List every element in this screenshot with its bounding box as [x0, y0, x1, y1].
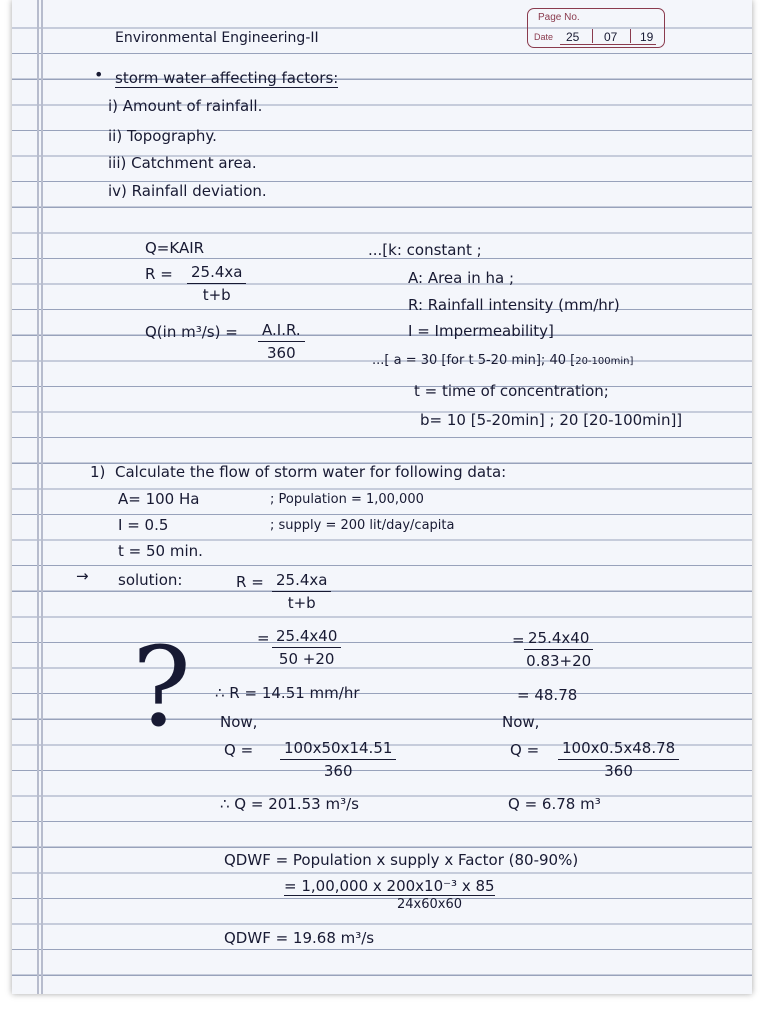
- right-r-result: = 48.78: [517, 686, 578, 704]
- solution-label: solution:: [118, 571, 183, 589]
- legend-line: t = time of concentration;: [414, 382, 609, 400]
- data-impermeability: I = 0.5: [118, 516, 169, 534]
- factors-heading: storm water affecting factors:: [115, 69, 339, 87]
- data-supply: ; supply = 200 lit/day/capita: [270, 518, 455, 533]
- data-time: t = 50 min.: [118, 542, 203, 560]
- left-q-numerator: 100x50x14.51: [280, 740, 396, 760]
- data-area: A= 100 Ha: [118, 490, 200, 508]
- left-step-equals: =: [257, 629, 270, 647]
- dwf-result: QDWF = 19.68 m³/s: [224, 929, 375, 947]
- margin-line-outer: [37, 0, 39, 994]
- solution-r-fraction: [272, 572, 331, 611]
- left-now: Now,: [220, 713, 258, 731]
- left-q-denominator: 360: [323, 761, 353, 780]
- left-step-fraction: [272, 628, 341, 667]
- date-separator: [592, 29, 593, 43]
- factor-item: i) Amount of rainfall.: [108, 97, 263, 115]
- date-separator: [630, 29, 631, 43]
- factor-item: ii) Topography.: [108, 127, 217, 145]
- solution-r-lhs: R =: [236, 573, 264, 591]
- formula-r-numerator: 25.4xa: [187, 264, 246, 284]
- date-label: Date: [534, 32, 554, 42]
- formula-r-fraction: [187, 264, 246, 303]
- date-month: 07: [604, 30, 618, 44]
- page-no-label: Page No.: [538, 12, 580, 23]
- legend-line: I = Impermeability]: [408, 322, 554, 340]
- data-population: ; Population = 1,00,000: [270, 492, 424, 507]
- legend-line: ...[k: constant ;: [368, 241, 482, 259]
- date-day: 25: [566, 30, 580, 44]
- problem-statement: Calculate the flow of storm water for following data:: [115, 463, 507, 481]
- factor-item: iv) Rainfall deviation.: [108, 182, 267, 200]
- margin-question-mark: ?: [132, 623, 191, 751]
- problem-number: 1): [90, 463, 106, 481]
- date-year: 19: [640, 30, 654, 44]
- right-now: Now,: [502, 713, 540, 731]
- formula-qm-lhs: Q(in m³/s) =: [145, 323, 238, 341]
- right-step-equals: =: [512, 631, 525, 649]
- dwf-denominator: 24x60x60: [397, 897, 463, 912]
- legend-line: b= 10 [5-20min] ; 20 [20-100min]]: [420, 411, 683, 429]
- margin-line-inner: [41, 0, 43, 994]
- left-step-numerator: 25.4x40: [272, 628, 341, 648]
- right-q-result: Q = 6.78 m³: [508, 795, 601, 813]
- left-q-result: ∴ Q = 201.53 m³/s: [220, 795, 359, 813]
- left-step-denominator: 50 +20: [278, 649, 335, 668]
- notebook-page: [12, 0, 752, 994]
- solution-r-numerator: 25.4xa: [272, 572, 331, 592]
- formula-qm-fraction: [258, 322, 305, 361]
- formula-qm-denominator: 360: [266, 343, 296, 362]
- solution-r-denominator: t+b: [287, 593, 316, 612]
- right-step-numerator: 25.4x40: [524, 630, 593, 650]
- legend-line: A: Area in ha ;: [408, 269, 515, 287]
- formula-q: Q=KAIR: [145, 239, 205, 257]
- legend-line: R: Rainfall intensity (mm/hr): [408, 296, 620, 314]
- formula-r-lhs: R =: [145, 265, 173, 283]
- formula-qm-numerator: A.I.R.: [258, 322, 305, 342]
- factor-item: iii) Catchment area.: [108, 154, 257, 172]
- left-q-lhs: Q =: [224, 741, 254, 759]
- right-q-denominator: 360: [604, 761, 633, 780]
- left-q-fraction: [280, 740, 396, 779]
- date-underline: [560, 44, 656, 45]
- right-q-lhs: Q =: [510, 741, 540, 759]
- page-number-box: [527, 8, 665, 48]
- dwf-numerator: = 1,00,000 x 200x10⁻³ x 85: [284, 877, 495, 895]
- formula-r-denominator: t+b: [202, 285, 231, 304]
- subject-title: Environmental Engineering-II: [115, 30, 319, 46]
- dwf-formula: QDWF = Population x supply x Factor (80-90%): [224, 851, 579, 869]
- legend-line: ...[ a = 30 [for t 5-20 min]; 40 [20-100min]: [372, 353, 634, 368]
- right-q-numerator: 100x0.5x48.78: [558, 740, 679, 760]
- right-step-fraction: [524, 630, 593, 669]
- solution-arrow: →: [76, 567, 89, 585]
- left-r-result: ∴ R = 14.51 mm/hr: [215, 684, 360, 702]
- bullet: •: [94, 65, 104, 84]
- right-q-fraction: [558, 740, 679, 779]
- right-step-denominator: 0.83+20: [526, 651, 592, 670]
